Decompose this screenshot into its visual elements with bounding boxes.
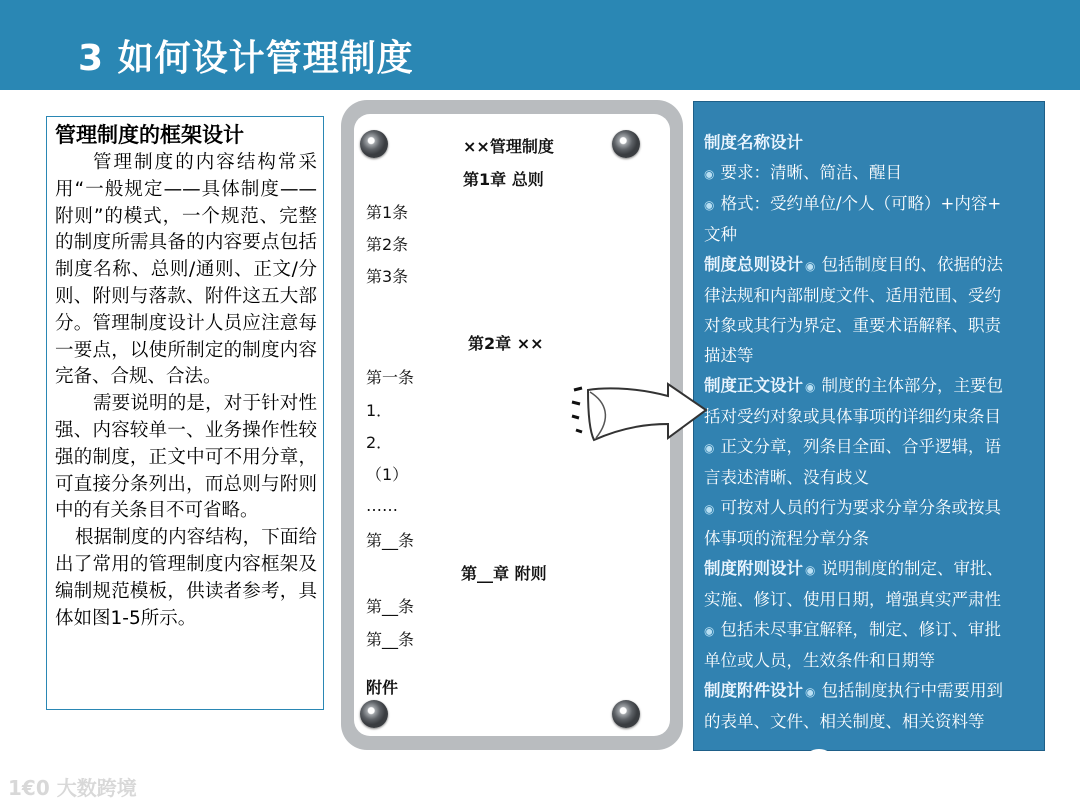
template-item-1: 1． (366, 401, 393, 420)
name-design-bullet-2: 格式：受约单位/个人（可略）+内容+ (720, 194, 1002, 213)
framework-paragraph-1: 管理制度的内容结构常采用“一般规定——具体制度——附则”的模式，一个规范、完整的制度所需具备的内容要点包括制度名称、总则/通则、正文/分则、附则与落款、附件这五大部分。管理制度设计人员应注意每一要点，以使所制定的制度内容完备、合规、合法。 (55, 152, 317, 388)
screw-icon (612, 700, 640, 728)
supplement-design-heading: 制度附则设计 (704, 559, 803, 578)
template-chapter-1: 第1章 总则 (463, 170, 544, 189)
template-article-3: 第3条 (366, 267, 409, 286)
bullet-icon: ◉ (805, 380, 816, 394)
pointer-arrow-icon (560, 380, 710, 450)
slide-title: 3 如何设计管理制度 (78, 38, 414, 79)
design-points-panel (693, 101, 1045, 751)
template-attachment: 附件 (366, 678, 399, 697)
name-design-bullet-2-cont: 文种 (704, 225, 737, 244)
template-article-n: 第__条 (366, 531, 415, 550)
template-ellipsis: …… (366, 496, 398, 515)
template-chapter-n: 第__章 附则 (461, 564, 547, 583)
template-title: ××管理制度 (463, 137, 554, 156)
general-design-text-1: 包括制度目的、依据的法 (821, 255, 1003, 274)
supplement-design-bullet-1: 包括未尽事宜解释，制定、修订、审批 (720, 620, 1001, 639)
general-design-text-2: 律法规和内部制度文件、适用范围、受约 (704, 286, 1001, 305)
general-design-heading: 制度总则设计 (704, 255, 803, 274)
template-article-1: 第1条 (366, 203, 409, 222)
template-chapter-2: 第2章 ×× (468, 334, 544, 353)
screw-icon (612, 130, 640, 158)
attachment-design-text-2: 的表单、文件、相关制度、相关资料等 (704, 712, 985, 731)
body-design-heading: 制度正文设计 (704, 376, 803, 395)
attachment-design-heading: 制度附件设计 (704, 681, 803, 700)
wechat-icon (803, 748, 847, 778)
bullet-icon: ◉ (704, 502, 715, 516)
supplement-design-text-1: 说明制度的制定、审批、 (821, 559, 1003, 578)
screw-icon (360, 130, 388, 158)
title-bar (0, 0, 1080, 90)
body-design-bullet-2: 可按对人员的行为要求分章分条或按具 (720, 498, 1001, 517)
attachment-design-text-1: 包括制度执行中需要用到 (821, 681, 1003, 700)
template-item-2: 2． (366, 433, 393, 452)
template-article-2: 第2条 (366, 235, 409, 254)
template-article-n2: 第__条 (366, 597, 415, 616)
bullet-icon: ◉ (704, 441, 715, 455)
brand-logo-mark: 1€0 (8, 776, 50, 800)
general-design-text-4: 描述等 (704, 346, 754, 365)
screw-icon (360, 700, 388, 728)
framework-paragraph-3: 根据制度的内容结构，下面给出了常用的管理制度内容框架及编制规范模板，供读者参考，具体如图1-5所示。 (55, 527, 317, 629)
template-article-first: 第一条 (366, 368, 415, 387)
name-design-heading: 制度名称设计 (704, 133, 803, 152)
name-design-bullet-1: 要求：清晰、简洁、醒目 (720, 163, 902, 182)
template-item-3: （1） (366, 465, 409, 484)
general-design-text-3: 对象或其行为界定、重要术语解释、职责 (704, 316, 1001, 335)
bullet-icon: ◉ (805, 563, 816, 577)
body-design-text-1: 制度的主体部分，主要包 (821, 376, 1003, 395)
body-design-bullet-2-cont: 体事项的流程分章分条 (704, 529, 869, 548)
body-design-bullet-1: 正文分章，列条目全面、合乎逻辑，语 (720, 437, 1001, 456)
bullet-icon: ◉ (704, 624, 715, 638)
bullet-icon: ◉ (704, 198, 715, 212)
bullet-icon: ◉ (704, 167, 715, 181)
template-article-n3: 第__条 (366, 630, 415, 649)
brand-logo-text: 大数跨境 (56, 776, 137, 800)
bullet-icon: ◉ (805, 259, 816, 273)
framework-paragraph-2: 需要说明的是，对于针对性强、内容较单一、业务操作性较强的制度，正文中可不用分章，可直接分条列出，而总则与附则中的有关条目不可省略。 (55, 393, 317, 522)
brand-logo (8, 772, 137, 801)
watermark-text: 领导者管理笔记 (891, 751, 1046, 776)
body-design-text-2: 括对受约对象或具体事项的详细约束条目 (704, 407, 1001, 426)
supplement-design-bullet-1-cont: 单位或人员，生效条件和日期等 (704, 651, 935, 670)
supplement-design-text-2: 实施、修订、使用日期，增强真实严肃性 (704, 590, 1001, 609)
bullet-icon: ◉ (805, 685, 816, 699)
body-design-bullet-1-cont: 言表述清晰、没有歧义 (704, 468, 869, 487)
framework-description-box (46, 116, 324, 710)
framework-heading: 管理制度的框架设计 (55, 123, 244, 147)
